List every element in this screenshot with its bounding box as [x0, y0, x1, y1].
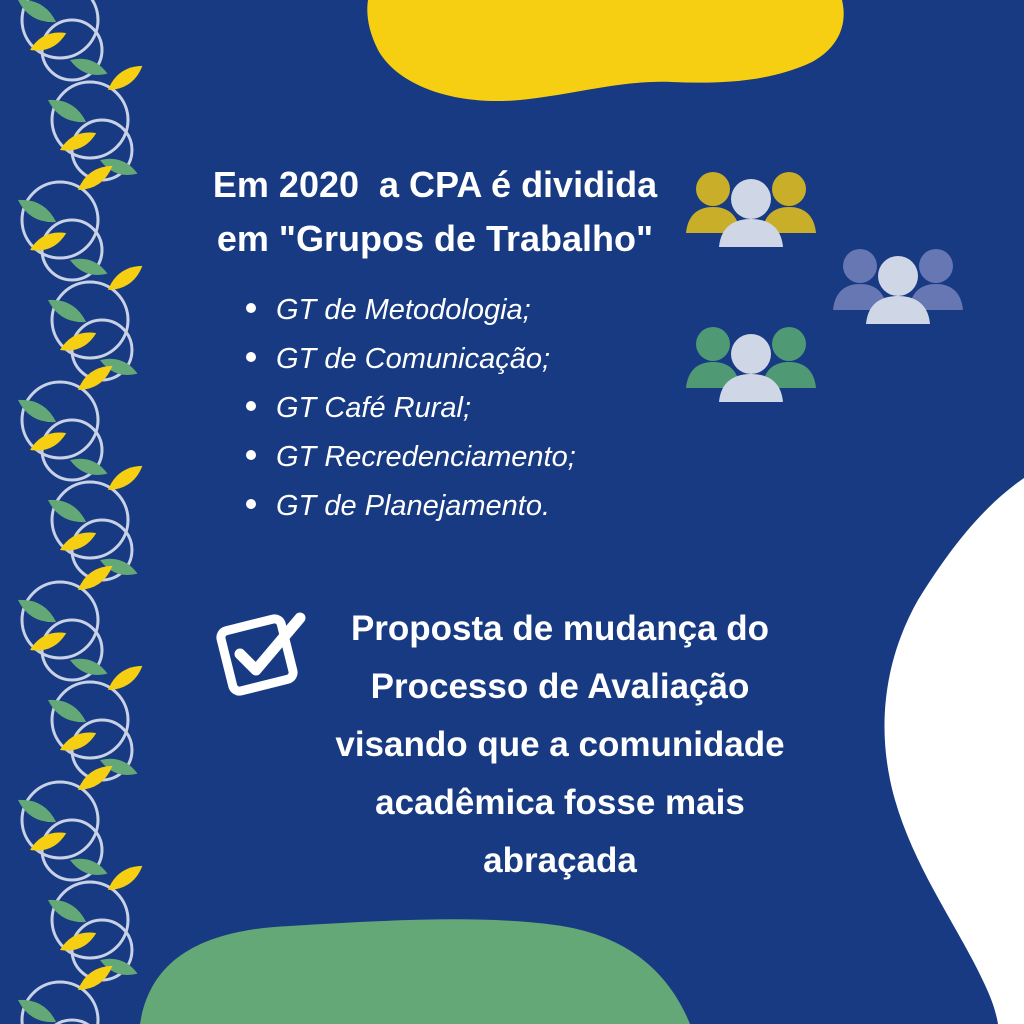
title-line-1: Em 2020 a CPA é dividida [212, 164, 658, 205]
proposal-line-3: visando que a comunidade [335, 725, 785, 764]
working-group-list [246, 286, 576, 531]
leaf-shape [104, 460, 146, 496]
proposal-line-2: Processo de Avaliação [370, 667, 750, 706]
list-item-label: GT Café Rural; [276, 392, 471, 424]
leaf-shape [104, 860, 146, 896]
list-item-label: GT de Comunicação; [276, 343, 551, 375]
list-item [246, 335, 576, 384]
list-item [246, 433, 576, 482]
proposal-line-5: abraçada [483, 841, 637, 880]
list-item-label: GT de Metodologia; [276, 294, 531, 326]
proposal-text [300, 600, 820, 890]
people-group-icon [686, 163, 816, 253]
leaf-shape [104, 260, 146, 296]
bullet-icon [246, 450, 256, 460]
leaf-shape [104, 60, 146, 96]
list-item [246, 482, 576, 531]
bullet-icon [246, 352, 256, 362]
page-title [150, 158, 720, 266]
leaf-shape [104, 660, 146, 696]
bullet-icon [246, 499, 256, 509]
title-line-2: em "Grupos de Trabalho" [216, 218, 654, 259]
list-item [246, 286, 576, 335]
people-group-icon [686, 318, 816, 408]
list-item [246, 384, 576, 433]
proposal-line-4: acadêmica fosse mais [375, 783, 745, 822]
bullet-icon [246, 303, 256, 313]
proposal-line-1: Proposta de mudança do [350, 609, 770, 648]
list-item-label: GT de Planejamento. [276, 490, 551, 522]
list-item-label: GT Recredenciamento; [276, 441, 576, 473]
bullet-icon [246, 401, 256, 411]
checkbox-checked-icon [214, 600, 314, 700]
people-group-icon [833, 240, 963, 330]
